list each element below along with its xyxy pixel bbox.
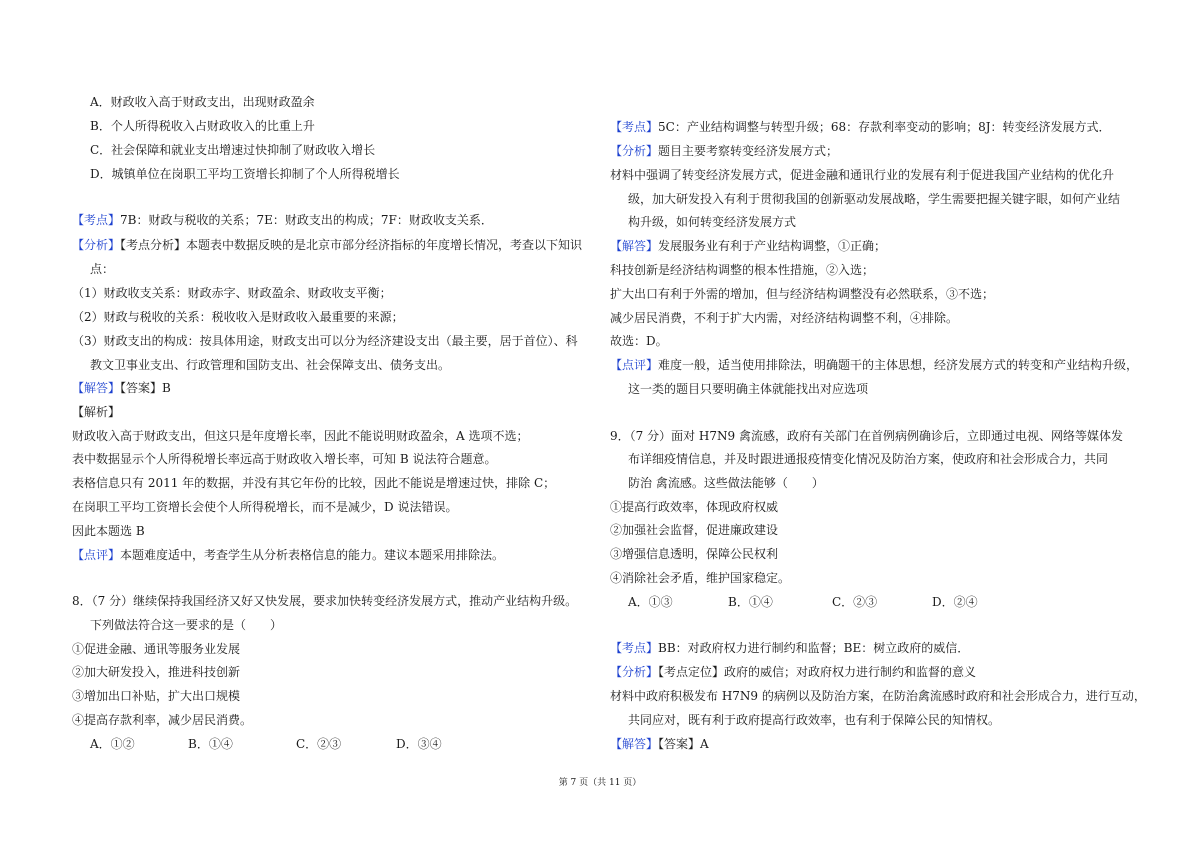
q9-stem-cont: 布详细疫情信息，并及时跟进通报疫情变化情况及防治方案，使政府和社会形成合力，共同 [628,452,1109,466]
q9-stem-cont: 防治 禽流感。这些做法能够（ ） [628,476,824,490]
q8-choice-b: B．①④ [188,737,233,751]
dianping-tag: 【点评】 [610,358,659,372]
kaodian-row [610,119,1111,135]
fenxi-row [72,237,582,253]
q8-choice-c: C．②③ [296,737,342,751]
q8-opt-1: ①促进金融、通讯等服务业发展 [72,642,241,656]
fenxi-tag: 【分析】 [72,238,121,252]
dianping-text: 本题难度适中，考查学生从分析表格信息的能力。建议本题采用排除法。 [120,548,505,562]
q9-choice-d: D．②④ [932,595,978,609]
dianping-tag: 【点评】 [72,548,121,562]
kaodian-row [72,212,493,228]
jieda-row [72,380,171,396]
material2-line: 共同应对，既有利于政府提高行政效率，也有利于保障公民的知情权。 [628,713,1001,727]
q9-stem: 9．（7 分）面对 H7N9 禽流感，政府有关部门在首例病例确诊后，立即通过电视、网络等媒体发 [610,429,1123,443]
material2-line: 材料中政府积极发布 H7N9 的病例以及防治方案，在防治禽流感时政府和社会形成合力，进行互动， [610,689,1146,703]
material-line: 材料中强调了转变经济发展方式，促进金融和通讯行业的发展有利于促进我国产业结构的优化升 [610,168,1115,182]
jieda-tag: 【解答】 [72,381,121,395]
kaodian2-text: BB：对政府权力进行制约和监督；BE：树立政府的威信． [658,641,970,655]
fenxi-text: 题目主要考察转变经济发展方式； [658,144,839,158]
kaodian-text: 7B：财政与税收的关系；7E：财政支出的构成；7F：财政收支关系． [120,213,493,227]
fenxi-item-2: （2）财政与税收的关系：税收收入是财政收入最重要的来源； [72,310,404,324]
q8-opt-3: ③增加出口补贴，扩大出口规模 [72,689,241,703]
kaodian-tag: 【考点】 [72,213,121,227]
option-c: C．社会保障和就业支出增速过快抑制了财政收入增长 [90,143,376,157]
q8-opt-4: ④提高存款利率，减少居民消费。 [72,713,253,727]
jiexi-label: 【解析】 [72,405,121,419]
fenxi2-tag: 【分析】 [610,665,659,679]
dianping-text: 难度一般，适当使用排除法，明确题干的主体思想，经济发展方式的转变和产业结构升级， [658,358,1139,372]
material-line: 构升级，如何转变经济发展方式 [628,215,797,229]
dianping-row [610,357,1138,373]
jiexi-line: 财政收入高于财政支出，但这只是年度增长率，因此不能说明财政盈余，A 选项不选； [72,429,529,443]
jieda-row [610,238,886,254]
jieda-line: 扩大出口有利于外需的增加，但与经济结构调整没有必然联系，③不选； [610,287,995,301]
dianping-row [72,547,504,563]
dianping-text-cont: 这一类的题目只要明确主体就能找出对应选项 [628,382,869,396]
page-number: 第 7 页（共 11 页） [558,778,642,788]
q9-opt-1: ①提高行政效率，体现政府权威 [610,500,779,514]
option-d: D．城镇单位在岗职工平均工资增长抑制了个人所得税增长 [90,167,400,181]
option-a: A．财政收入高于财政支出，出现财政盈余 [90,95,315,109]
jieda2-text: 【答案】A [658,737,709,751]
jiexi-line: 因此本题选 B [72,524,145,538]
fenxi-item-3: （3）财政支出的构成：按具体用途，财政支出可以分为经济建设支出（最主要，居于首位）、科 [72,334,578,348]
fenxi-item-1: （1）财政收支关系：财政赤字、财政盈余、财政收支平衡； [72,286,392,300]
q8-stem: 8．（7 分）继续保持我国经济又好又快发展，要求加快转变经济发展方式，推动产业结构升级。 [72,594,578,608]
q8-choice-a: A．①② [90,737,135,751]
q9-choice-a: A．①③ [628,595,673,609]
jieda-line: 科技创新是经济结构调整的根本性措施，②入选； [610,263,875,277]
material-line: 级，加大研发投入有利于贯彻我国的创新驱动发展战略，学生需要把握关键字眼，如何产业结 [628,192,1121,206]
jieda-line: 故选：D。 [610,334,668,348]
q9-opt-4: ④消除社会矛盾，维护国家稳定。 [610,571,791,585]
q8-choice-d: D．③④ [396,737,442,751]
jiexi-line: 表中数据显示个人所得税增长率远高于财政收入增长率，可知 B 说法符合题意。 [72,452,497,466]
q9-choice-b: B．①④ [728,595,773,609]
q8-stem-cont: 下列做法符合这一要求的是（ ） [90,618,283,632]
kaodian2-row [610,640,969,656]
fenxi2-text: 【考点定位】政府的威信；对政府权力进行制约和监督的意义 [658,665,977,679]
fenxi-row [610,143,838,159]
kaodian2-tag: 【考点】 [610,641,659,655]
fenxi-item-3-cont: 教文卫事业支出、行政管理和国防支出、社会保障支出、债务支出。 [90,358,451,372]
jieda-text: 发展服务业有利于产业结构调整，①正确； [658,239,887,253]
jieda2-row [610,736,709,752]
fenxi-tag: 【分析】 [610,144,659,158]
jieda-tag: 【解答】 [610,239,659,253]
q9-choice-c: C．②③ [832,595,878,609]
option-b: B．个人所得税收入占财政收入的比重上升 [90,119,315,133]
q9-opt-2: ②加强社会监督，促进廉政建设 [610,523,779,537]
jieda2-tag: 【解答】 [610,737,659,751]
q9-opt-3: ③增强信息透明，保障公民权利 [610,547,779,561]
fenxi-text: 【考点分析】本题表中数据反映的是北京市部分经济指标的年度增长情况，考查以下知识 [120,238,583,252]
jieda-text: 【答案】B [120,381,171,395]
jiexi-line: 表格信息只有 2011 年的数据，并没有其它年份的比较，因此不能说是增速过快，排除 C； [72,476,556,490]
q8-opt-2: ②加大研发投入，推进科技创新 [72,665,241,679]
fenxi-text-cont: 点： [90,262,115,276]
fenxi2-row [610,664,976,680]
jiexi-line: 在岗职工平均工资增长会使个人所得税增长，而不是减少，D 说法错误。 [72,500,458,514]
kaodian-tag: 【考点】 [610,120,659,134]
jieda-line: 减少居民消费，不利于扩大内需，对经济结构调整不利，④排除。 [610,311,959,325]
kaodian-text: 5C：产业结构调整与转型升级；68：存款利率变动的影响；8J：转变经济发展方式． [658,120,1111,134]
